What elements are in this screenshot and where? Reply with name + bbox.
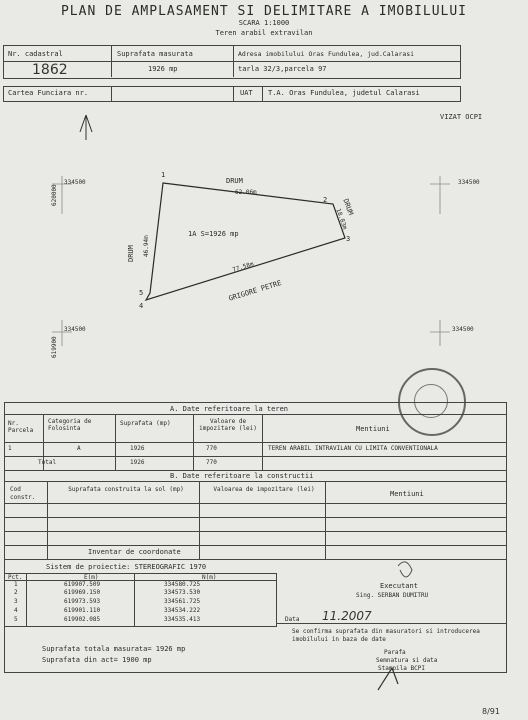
table-b-header-suprafata: Suprafata construita la sol (mp) <box>68 486 184 493</box>
executant-label: Executant <box>380 582 418 590</box>
point-5: 5 <box>139 289 144 297</box>
plan-scale: SCARA 1:1000 <box>238 19 290 27</box>
grid-label-x-top: 620000 <box>51 184 58 206</box>
grid-label-tl: 334500 <box>64 179 86 186</box>
confirm-text: Se confirma suprafata din masuratori si introducerea imobilului in baza de date <box>292 628 480 644</box>
table-a-total-area: 1926 <box>130 459 145 466</box>
coord-n: 334534.222 <box>164 607 201 614</box>
address-value: tarla 32/3,parcela 97 <box>238 65 327 73</box>
neighbor-bottom: GRIGORE PETRE <box>227 279 283 303</box>
table-a-cell: 1926 <box>130 445 145 452</box>
date-value: 11.2007 <box>322 609 372 623</box>
coords-header-pct: Pct. <box>8 574 23 581</box>
coord-e: 619901.110 <box>64 607 101 614</box>
table-a-cell: A <box>77 445 81 452</box>
grid-label-tr: 334500 <box>458 179 480 186</box>
table-b-title: B. Date referitoare la constructii <box>170 472 314 480</box>
drum-top: DRUM <box>226 177 243 185</box>
grid-label-x-bottom: 619900 <box>51 336 58 358</box>
len-top: 62.06m <box>235 189 257 196</box>
cadastral-value: 1862 <box>32 62 68 78</box>
table-a-cell: 1 <box>8 445 12 452</box>
table-a-header-suprafata: Suprafata (mp) <box>120 420 171 427</box>
coord-n: 334561.725 <box>164 598 201 605</box>
point-3: 3 <box>346 235 351 243</box>
table-a-header-mentiuni: Mentiuni <box>356 425 390 433</box>
coords-header-n: N(m) <box>202 574 217 581</box>
table-a-cell: TEREN ARABIL INTRAVILAN CU LIMITA CONVENTIONALA <box>268 445 438 452</box>
coord-n: 334573.530 <box>164 589 201 596</box>
coord-e: 619973.593 <box>64 598 101 605</box>
coord-pct: 3 <box>14 598 18 605</box>
area-measured: Suprafata totala masurata= 1926 mp <box>42 645 186 653</box>
stamp-label: Stampila BCPI <box>378 665 425 672</box>
len-bottom: 77.58m <box>231 260 255 274</box>
coord-pct: 2 <box>14 589 18 596</box>
table-a-total-value: 770 <box>206 459 217 466</box>
table-a-title: A. Date referitoare la teren <box>170 405 289 413</box>
coord-n: 334535.413 <box>164 616 201 623</box>
table-a-header-parcela: Nr. Parcela <box>8 420 34 435</box>
coords-header-e: E(m) <box>84 574 99 581</box>
date-label: Data <box>285 616 300 623</box>
uat-label: UAT <box>240 89 253 97</box>
projection-system: Sistem de proiectie: STEREOGRAFIC 1970 <box>46 563 207 571</box>
coord-n: 334580.725 <box>164 581 201 588</box>
grid-label-bl: 334500 <box>64 326 86 333</box>
parcel-label: 1A S=1926 mp <box>188 230 239 238</box>
table-a-total-label: Total <box>38 459 57 466</box>
len-left: 46.94m <box>143 235 150 257</box>
coord-e: 619902.085 <box>64 616 101 623</box>
page-number: 8/91 <box>482 707 500 716</box>
signature-label: Parafa <box>384 649 406 656</box>
len-right: 18.83m <box>334 207 349 231</box>
table-b-header-mentiuni: Mentiuni <box>390 490 424 498</box>
coord-pct: 1 <box>14 581 18 588</box>
plan-title: PLAN DE AMPLASAMENT SI DELIMITARE A IMOBILULUI <box>60 4 468 19</box>
cadastral-label: Nr. cadastral <box>8 50 63 58</box>
drum-left: DRUM <box>127 245 135 262</box>
area-value: 1926 mp <box>148 65 178 73</box>
coords-inventory-title: Inventar de coordonate <box>88 548 181 556</box>
area-act: Suprafata din act= 1900 mp <box>42 656 152 664</box>
table-a-cell: 770 <box>206 445 217 452</box>
coord-pct: 4 <box>14 607 18 614</box>
uat-value: T.A. Oras Fundulea, judetul Calarasi <box>268 89 420 97</box>
table-a-header-valoare: Valoare de impozitare (lei) <box>199 418 257 433</box>
land-type: Teren arabil extravilan <box>215 29 313 37</box>
cf-label: Cartea Funciara nr. <box>8 89 89 97</box>
address-label: Adresa imobilului Oras Fundulea, jud.Calarasi <box>238 50 415 58</box>
point-4: 4 <box>139 302 144 310</box>
vizat-label: VIZAT OCPI <box>440 113 483 121</box>
table-a-header-categoria: Categoria de Folosinta <box>48 418 92 433</box>
drum-right: DRUM <box>341 197 355 217</box>
coord-e: 619907.509 <box>64 581 101 588</box>
coord-e: 619969.150 <box>64 589 101 596</box>
executant-name: Sing. SERBAN DUMITRU <box>356 592 429 599</box>
table-b-header-cod: Cod constr. <box>10 486 36 501</box>
area-label: Suprafata masurata <box>117 50 193 58</box>
signature-sub: Semnatura si data <box>376 657 438 664</box>
table-b-header-valoare: Valoarea de impozitare (lei) <box>213 486 315 493</box>
coord-pct: 5 <box>14 616 18 623</box>
point-1: 1 <box>161 171 166 179</box>
grid-label-br: 334500 <box>452 326 474 333</box>
point-2: 2 <box>323 196 328 204</box>
